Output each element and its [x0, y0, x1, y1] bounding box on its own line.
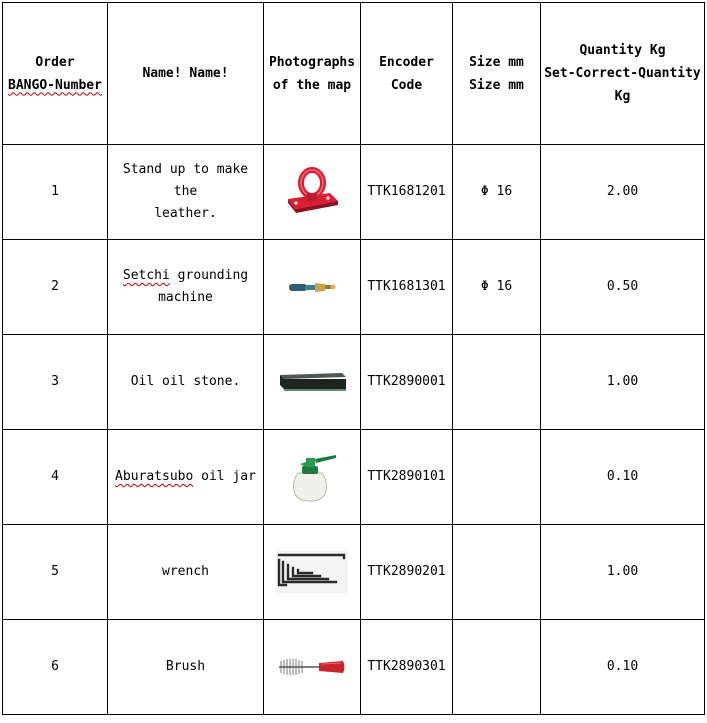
- order-cell: 2: [3, 240, 108, 335]
- lifting-eye-icon: [282, 167, 342, 217]
- quantity-cell: 2.00: [541, 145, 705, 240]
- size-cell: [453, 620, 541, 715]
- table-row: [3, 335, 705, 430]
- encoder-cell: TTK2890101: [361, 430, 453, 525]
- photo-cell: [264, 240, 361, 335]
- oil-stone-icon: [276, 369, 348, 395]
- photo-cell: [264, 525, 361, 620]
- encoder-cell: TTK2890301: [361, 620, 453, 715]
- table-row: [3, 240, 705, 335]
- order-cell: 3: [3, 335, 108, 430]
- name-cell: Setchi grounding machine: [108, 240, 264, 335]
- quantity-cell: 0.10: [541, 620, 705, 715]
- encoder-cell: TTK2890001: [361, 335, 453, 430]
- header-size: Size mm Size mm: [453, 3, 541, 145]
- name-cell: wrench: [108, 525, 264, 620]
- order-cell: 5: [3, 525, 108, 620]
- order-cell: 1: [3, 145, 108, 240]
- table-row: [3, 620, 705, 715]
- photo-cell: [264, 335, 361, 430]
- encoder-cell: TTK1681301: [361, 240, 453, 335]
- header-photo: Photographs of the map: [264, 3, 361, 145]
- photo-cell: [264, 620, 361, 715]
- name-cell: Brush: [108, 620, 264, 715]
- order-cell: 6: [3, 620, 108, 715]
- size-cell: Φ 16: [453, 145, 541, 240]
- quantity-cell: 1.00: [541, 335, 705, 430]
- name-cell: Oil oil stone.: [108, 335, 264, 430]
- order-cell: 4: [3, 430, 108, 525]
- grounding-connector-icon: [287, 275, 337, 299]
- photo-cell: [264, 430, 361, 525]
- table-row: [3, 145, 705, 240]
- name-cell: Aburatsubo oil jar: [108, 430, 264, 525]
- header-row: [3, 3, 705, 145]
- encoder-cell: TTK1681201: [361, 145, 453, 240]
- header-order-number: BANGO-Number: [8, 77, 102, 93]
- parts-table: [2, 2, 705, 715]
- header-quantity: Quantity Kg Set-Correct-Quantity Kg: [541, 3, 705, 145]
- name-cell: Stand up to make the leather.: [108, 145, 264, 240]
- quantity-cell: 1.00: [541, 525, 705, 620]
- encoder-cell: TTK2890201: [361, 525, 453, 620]
- header-encoder: Encoder Code: [361, 3, 453, 145]
- quantity-cell: 0.10: [541, 430, 705, 525]
- photo-cell: [264, 145, 361, 240]
- header-name: Name! Name!: [108, 3, 264, 145]
- table-row: [3, 525, 705, 620]
- wire-brush-icon: [277, 655, 347, 679]
- hex-key-set-icon: [276, 551, 348, 593]
- oil-spray-bottle-icon: [284, 451, 340, 503]
- size-cell: [453, 335, 541, 430]
- header-order: Order BANGO-Number: [3, 3, 108, 145]
- table-row: [3, 430, 705, 525]
- size-cell: [453, 430, 541, 525]
- size-cell: Φ 16: [453, 240, 541, 335]
- size-cell: [453, 525, 541, 620]
- quantity-cell: 0.50: [541, 240, 705, 335]
